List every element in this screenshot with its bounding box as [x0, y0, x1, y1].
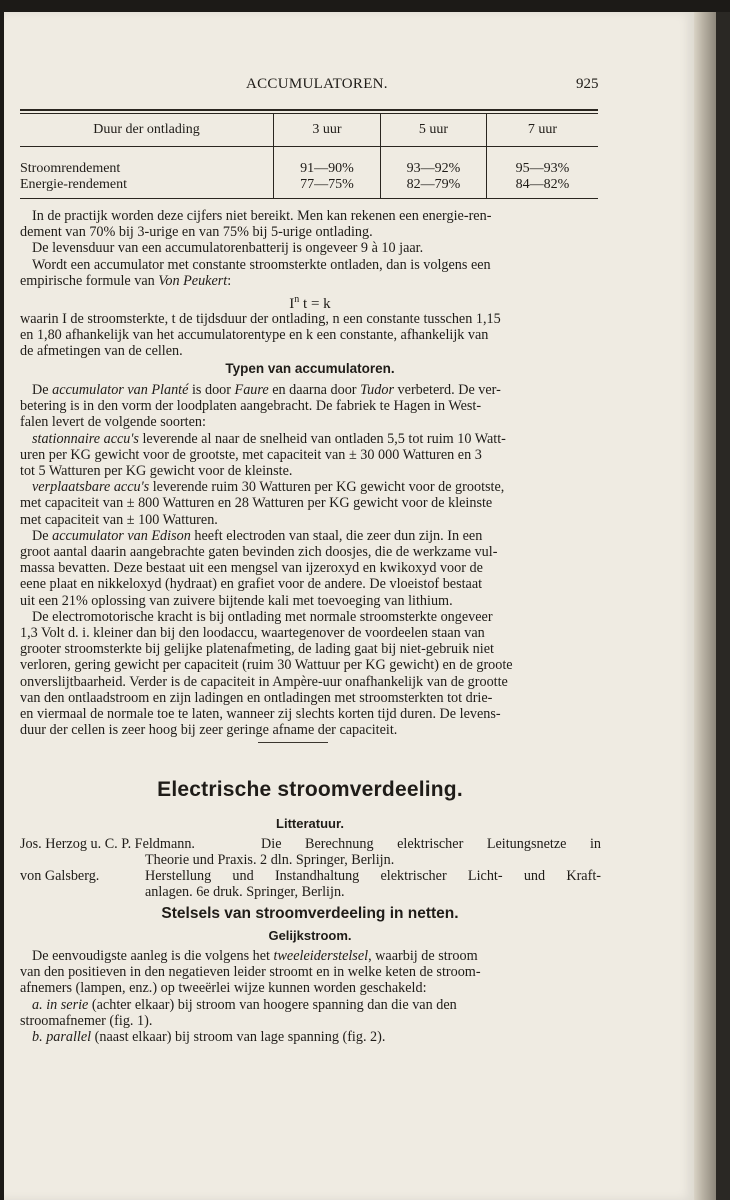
table-cell: 84—82%: [515, 177, 570, 192]
subsection-heading: Gelijkstroom.: [268, 928, 352, 943]
page-number: 925: [576, 76, 599, 92]
text-line: duur der cellen is zeer hoog bij zeer geringe afname der capaciteit.: [20, 722, 398, 739]
section-heading: Typen van accumulatoren.: [225, 361, 395, 376]
bibliography-author: Jos. Herzog u. C. P. Feldmann.: [20, 836, 195, 852]
table-cell: 95—93%: [515, 161, 570, 176]
text-line: De accumulator van Planté is door Faure en daarna door Tudor verbeterd. De ver-: [32, 382, 501, 398]
text-line: eene plaat en nikkeloxyd (hydraat) en grafiet voor de andere. De vloeistof bestaat: [20, 576, 483, 593]
text-line: groot aantal daarin aangebrachte gaten bevinden zich doosjes, die de werkzame vul-: [20, 544, 498, 561]
bibliography-heading: Litteratuur.: [276, 816, 344, 831]
section-heading: Stelsels van stroomverdeeling in netten.: [161, 905, 459, 922]
table-cell: 91—90%: [300, 161, 354, 176]
list-item: b. parallel (naast elkaar) bij stroom van lage spanning (fig. 2).: [32, 1029, 386, 1046]
text-line: met capaciteit van ± 100 Watturen.: [20, 511, 218, 528]
body-text-block: [20, 208, 600, 289]
text-line: betering is in den vorm der loodplaten aangebracht. De fabriek te Hagen in West-: [20, 398, 482, 415]
table-cell: 82—79%: [406, 177, 461, 192]
text-line: uren per KG gewicht voor de grootste, met capaciteit van ± 30 000 Watturen en 3: [20, 446, 482, 463]
body-text-block: [20, 948, 600, 1045]
text-line: stationnaire accu's leverende al naar de snelheid van ontladen 5,5 tot ruim 10 Watt-: [32, 430, 506, 447]
table-header-cell: 5 uur: [418, 122, 449, 137]
table-cell: 77—75%: [300, 177, 354, 192]
text-line: verplaatsbare accu's leverende ruim 30 Watturen per KG gewicht voor de grootste,: [32, 479, 505, 496]
list-item: a. in serie (achter elkaar) bij stroom van hoogere spanning dan die van den: [32, 996, 457, 1013]
text-line: de afmetingen van de cellen.: [20, 343, 183, 360]
text-line: grooter stroomsterkte bij gelijke platenafmeting, de lading gaat bij niet-gebruik niet: [20, 641, 494, 658]
text-line: stroomafnemer (fig. 1).: [20, 1012, 153, 1029]
body-text-block: [20, 311, 600, 360]
table-row-label: Energie-rendement: [20, 177, 128, 192]
text-line: dement van 70% bij 3-urige en van 75% bij 5-urige ontlading.: [20, 224, 373, 241]
table-top-rule-thin: [20, 113, 598, 114]
body-text-block: [20, 382, 600, 738]
running-header-title: ACCUMULATOREN.: [246, 76, 388, 92]
background-edge: [716, 12, 730, 1200]
bibliography-entry: Die Berechnung elektrischer Leitungsnetze in: [261, 836, 601, 852]
text-line: Wordt een accumulator met constante stroomsterkte ontladen, dan is volgens een: [32, 256, 491, 273]
text-line: onverslijtbaarheid. Verder is de capaciteit in Ampère-uur onafhankelijk van de grootte: [20, 673, 508, 690]
table-bottom-rule: [20, 198, 598, 199]
text-line: uit een 21% oplossing van zuivere bijtende kali met toevoeging van lithium.: [20, 592, 453, 609]
author-name: Von Peukert: [158, 272, 228, 289]
table-header-rule: [20, 146, 598, 147]
page-stack-edge: [694, 12, 716, 1200]
text-line: van den ontlaadstroom en zijn ladingen en ontladingen met stroomsterkten tot drie-: [20, 689, 493, 706]
text-line: waarin I de stroomsterkte, t de tijdsduur der ontlading, n een constante tusschen 1,15: [20, 311, 501, 327]
separator-rule: [258, 742, 328, 743]
text-line: In de practijk worden deze cijfers niet bereikt. Men kan rekenen een energie-ren-: [32, 208, 492, 224]
text-line: 1,3 Volt d. i. kleiner dan bij den loodaccu, waartegenover de voordeelen staan van: [20, 625, 485, 642]
table-header-cell: 3 uur: [312, 122, 342, 137]
text-line: en viermaal de normale toe te laten, wanneer zij slechts korten tijd duren. De levens-: [20, 706, 501, 723]
chapter-title: Electrische stroomverdeeling.: [157, 778, 463, 801]
text-line: empirische formule van Von Peukert:: [20, 272, 232, 289]
bibliography-author: von Galsberg.: [20, 868, 100, 884]
text-line: afnemers (lampen, enz.) op tweeërlei wijze kunnen worden geschakeld:: [20, 980, 427, 997]
text-line: van den positieven in den negatieven leider stroomt en in welke keten de stroom-: [20, 964, 481, 981]
table-header-cell: 7 uur: [527, 122, 558, 137]
formula: $I^n$ t = k: [289, 294, 331, 312]
text-line: De electromotorische kracht is bij ontlading met normale stroomsterkte ongeveer: [32, 608, 493, 625]
text-line: De levensduur van een accumulatorenbatterij is ongeveer 9 à 10 jaar.: [32, 240, 424, 257]
table-top-rule: [20, 109, 598, 111]
text-line: De eenvoudigste aanleg is die volgens het tweeleiderstelsel, waarbij de stroom: [32, 948, 478, 964]
text-line: verloren, gering gewicht per capaciteit (ruim 30 Wattuur per KG gewicht) en de groote: [20, 657, 513, 674]
bibliography-entry: Herstellung und Instandhaltung elektrischer Licht- und Kraft-: [145, 868, 601, 884]
text-line: met capaciteit van ± 800 Watturen en 28 Watturen per KG gewicht voor de kleinste: [20, 495, 493, 512]
bibliography-entry: anlagen. 6e druk. Springer, Berlijn.: [145, 884, 345, 900]
text-line: tot 5 Watturen per KG gewicht voor de kleinste.: [20, 463, 293, 480]
text-line: en 1,80 afhankelijk van het accumulatorentype en k een constante, afhankelijk van: [20, 327, 489, 344]
text-line: De accumulator van Edison heeft electroden van staal, die zeer dun zijn. In een: [32, 527, 483, 544]
table-row-label: Stroomrendement: [20, 161, 121, 176]
text-line: falen levert de volgende soorten:: [20, 414, 206, 431]
table-column-label: Duur der ontlading: [93, 122, 200, 137]
table-cell: 93—92%: [406, 161, 461, 176]
bibliography-entry: Theorie und Praxis. 2 dln. Springer, Berlijn.: [145, 852, 395, 868]
text-line: massa bevatten. Deze bestaat uit een mengsel van ijzeroxyd en kwikoxyd voor de: [20, 560, 483, 577]
